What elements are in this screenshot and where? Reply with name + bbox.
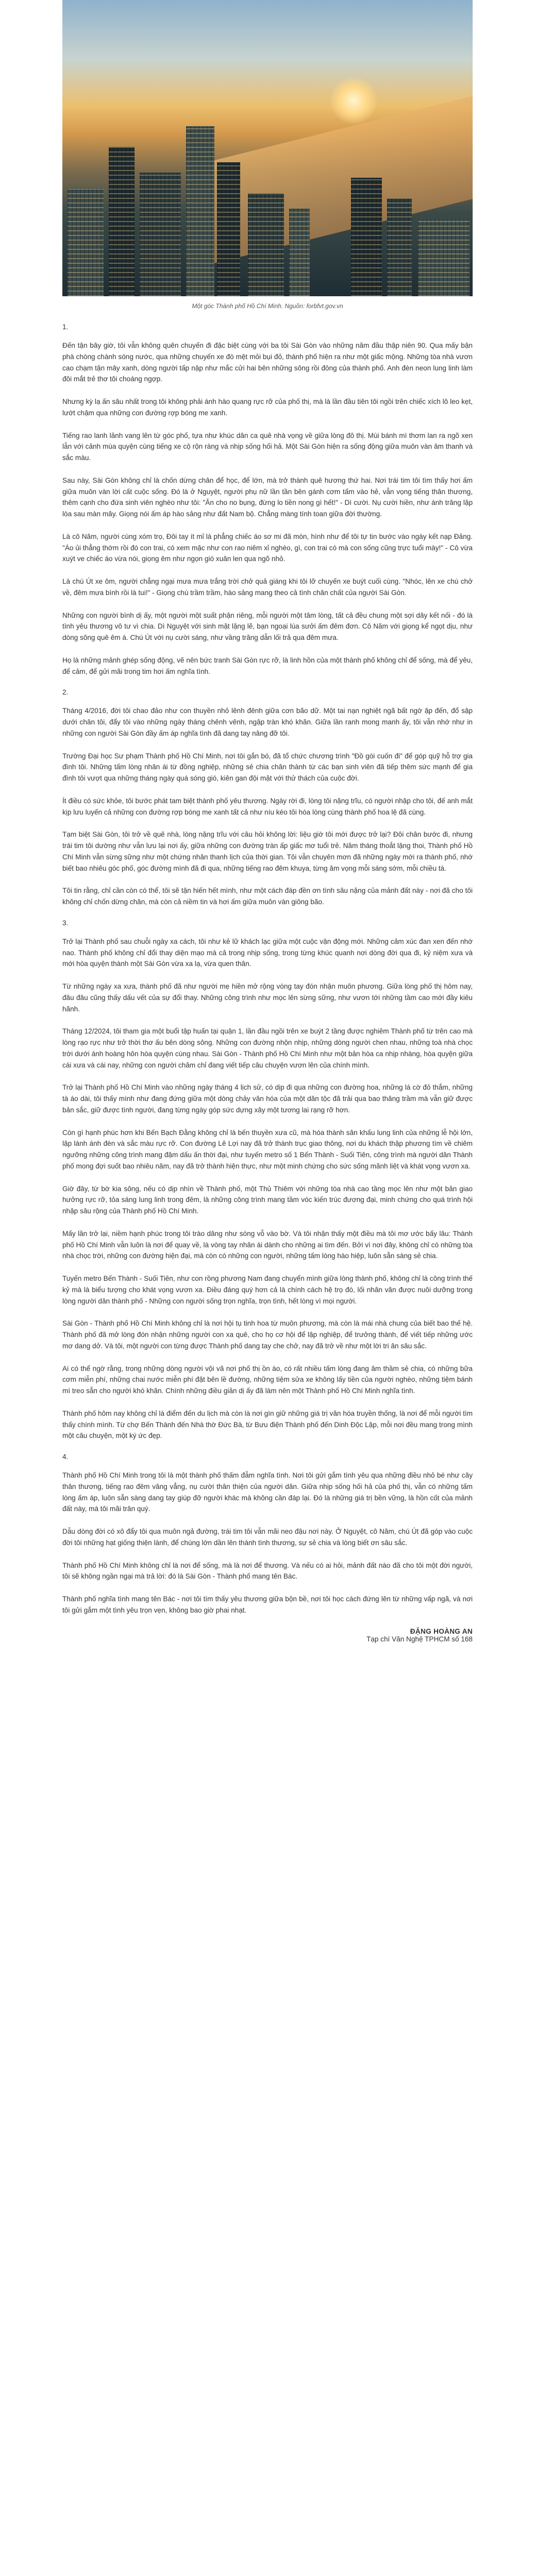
section-number: 4. [62,1453,69,1461]
paragraph: Thành phố Hồ Chí Minh không chỉ là nơi để sống, mà là nơi để thương. Và nếu có ai hỏi, mảnh đất nào đã cho tôi một đời người, tôi sẽ không ngần ngại mà trả lời: đó là Sài Gòn - Thành phố mang tên Bác. [62,1561,473,1581]
paragraph: Tôi tin rằng, chỉ cần còn có thể, tôi sẽ tận hiến hết mình, như một cách đáp đền ơn tình sâu nặng của mảnh đất này - nơi đã cho tôi không chỉ chốn dừng chân, mà còn cả niềm tin và hơi ấm giữa muôn vàn giông bão. [62,887,473,906]
paragraph: Trở lại Thành phố Hồ Chí Minh vào những ngày tháng 4 lịch sử, có dịp đi qua những con đường hoa, những lá cờ đỏ thắm, những tà áo dài, tôi thấy mình như đang đứng giữa một dòng chảy văn hóa của một dân tộc đã trải qua bao thăng trầm mà vẫn giữ được bản sắc, giữ được tình người, đang từng ngày góp sức dựng xây một tương lai rạng rỡ hơn. [62,1083,473,1114]
paragraph: Tháng 4/2016, đời tôi chao đảo như con thuyền nhỏ lênh đênh giữa cơn bão dữ. Một tai nạn nghiệt ngã bất ngờ ập đến, đổ sập dưới chân tôi, đẩy tôi vào những ngày tháng chênh vênh, ngập tràn khó khăn. Giữa lần ranh mong manh ấy, tôi vẫn nhớ như in những con người Sài Gòn đầy ấm áp nghĩa tình đã dang tay nâng đỡ tôi. [62,707,473,737]
paragraph: Ít điều có sức khỏe, tôi bước phát tam biệt thành phố yêu thương. Ngày rời đi, lòng tôi nặng trĩu, có người nhập cho tôi, đế anh mắt kịp lưu luyến cả những con đường rợp bóng me xanh tất cả như níu kéo tôi hòa lòng cùng thành phố hoa lệ đã cùng. [62,796,473,816]
section-number: 2. [62,688,69,697]
author-affiliation: Tạp chí Văn Nghệ TPHCM số 168 [366,1635,473,1643]
paragraph: Từ những ngày xa xưa, thành phố đã như người mẹ hiền mở rộng vòng tay đón nhận muôn phương. Giữa lòng phố thị hôm nay, đâu đâu cũng thấy dấu vết của sự đổi thay. Những công trình như mọc lên sừng sững, như vươn tới những tầm cao mới đầy kiêu hãnh. [62,982,473,1013]
paragraph: Sau này, Sài Gòn không chỉ là chốn dừng chân để học, để lớn, mà trở thành quê hương thứ hai. Nơi trái tim tôi tìm thấy hơi ấm giữa muôn vàn lời cất cuộc sống. Đó là ở Nguyệt, người phụ nữ lần tần bên gánh cơm tấm vào hẻ, vẫn vọng tiếng thân thương, thêm cạnh cho đứa sinh viên nghèo như tôi: "Ăn cho no bụng, đừng lo tiền nong gì hết!" - Dì cười. Nụ cười hiền, như ánh trăng lặp lòa sau màn mây. Giọng nói ấm áp hào sảng như đất Nam bộ. Chẳng màng tính toan giữa đời thường. [62,476,473,518]
paragraph: Nhưng kỳ lạ ấn sâu nhất trong tôi không phải ánh hào quang rực rỡ của phố thị, mà là lần đầu tiên tôi ngồi trên chiếc xích lô leo kẹt, lướt chậm qua những con đường rợp bóng me xanh. [62,398,473,417]
paragraph: Họ là những mảnh ghép sống động, vẽ nên bức tranh Sài Gòn rực rỡ, là linh hồn của một thành phố không chỉ để sống, mà để yêu, để cảm, để gửi mãi trong tim hơi ấm nghĩa tình. [62,656,473,675]
paragraph: Là cô Năm, người cùng xóm trọ, Đôi tay ít mỉ là phẳng chiếc áo sơ mi đã mòn, hình như để tôi tự tin bước vào ngày kết nạp Đảng. "Áo ủi thẳng thớm rồi đó con trai, có xem mặc như con rao niêm xỉ nghèo, gì, con trai có mà con sống cũng trực tuổi mày!" - Cô vừa xuýt ve chiếc áo vừa nói, giọng êm như ngọn gió xuân len qua ngõ nhỏ. [62,532,473,563]
section-number: 3. [62,919,69,927]
author-signature [62,1628,473,1643]
paragraph: Những con người bình dị ấy, một người một suất phận riêng, mỗi người một tâm lòng, tất cả đều chung một sợi dây kết nối - đó là tình yêu thương vô tư vì chia. Dì Nguyệt với sinh mặt lặng lẽ, bạn ngoại lúa sưởi ấm đêm đơn. Cô Năm với giọng kể ngọt dịu, như dòng sông quê êm á. Chú Út với nụ cười sáng, như vầng trăng dẫn lối trả qua đêm mưa. [62,611,473,641]
author-name: ĐẶNG HOÀNG AN [410,1627,473,1635]
paragraph: Thành phố Hồ Chí Minh trong tôi là một thành phố thấm đẫm nghĩa tình. Nơi tôi gửi gắm tình yêu qua những điều nhỏ bé như cây thân thương, tiếng rao đêm văng vẳng, nụ cười thân thiện của người dân. Giữa nhịp sống hối hả của phố thị, vẫn có những tấm lòng ấm áp, luôn sẵn sàng dang tay giúp đỡ người khác mà không cần đáp lại. Đó là những giá trị bền vững, là hồn cốt của mảnh đất này, mà tôi mãi trân quý. [62,1471,473,1513]
paragraph: Sài Gòn - Thành phố Hồ Chí Minh không chỉ là nơi hội tụ tinh hoa từ muôn phương, mà còn là mái nhà chung của biết bao thế hệ. Thành phố đã mở lòng đón nhận những người con xa quê, cho họ cơ hội để lập nghiệp, để trưởng thành, để viết tiếp những ước mơ dang dở. Và tôi, một người con từng được Thành phố dang tay che chở, nay đã trở về như một lời tri ân sâu sắc. [62,1319,473,1350]
paragraph: Ai có thể ngờ rằng, trong những dòng người vội vã nơi phố thị ồn ào, có rất nhiều tấm lòng đang âm thầm sẻ chia, có những bữa cơm miễn phí, những chai nước miễn phí đặt bên lề đường, những tiệm sửa xe không lấy tiền của người nghèo, những tiệm bánh mì treo sẵn cho người khó khăn. Chính những điều giản dị ấy đã làm nên một Thành phố Hồ Chí Minh nghĩa tình. [62,1364,473,1395]
paragraph: Là chú Út xe ôm, người chẳng ngại mưa mưa trắng trời chở quả giáng khi tôi lỡ chuyến xe buýt cuối cùng. "Nhóc, lên xe chú chở về, đêm mưa bình rồi là tui!" - Giọng chú trầm trầm, hào sảng mang theo cả tình chân chất của người Sài Gòn. [62,578,473,597]
paragraph: Trường Đại học Sư phạm Thành phố Hồ Chí Minh, nơi tôi gắn bó, đã tổ chức chương trình "Đồ gói cuốn đi" để góp quỹ hỗ trợ gia đình tôi. Những tấm lòng nhân ái từ đồng nghiệp, những sẻ chia chân thành từ các bạn sinh viên đã tiếp thêm sức mạnh để gia đình tôi vượt qua những tháng ngày quá sóng gió, kiên gan đội mặt với thử thách của cuộc đời. [62,752,473,782]
paragraph: Giờ đây, từ bờ kia sông, nếu có dịp nhìn về Thành phố, một Thủ Thiêm với những tòa nhà cao tầng mọc lên như một bản giao hưởng rực rỡ, tỏa sáng lung linh trong đêm, là những công trình mang tầm vóc kiến trúc đương đại, minh chứng cho quá trình hội nhập sâu rộng của Thành phố Hồ Chí Minh. [62,1184,473,1215]
paragraph: Tháng 12/2024, tôi tham gia một buổi tập huấn tại quận 1, lần đầu ngồi trên xe buýt 2 tầng được nghiêm Thành phố từ trên cao mà lòng rạo rực như trở thời thơ ấu bên dòng sông. Những con đường nhộn nhịp, những dòng người chen nhau, những toà nhà chọc trời dưới ánh hoàng hôn hòa quyện cùng nhau. Sài Gòn - Thành phố Hồ Chí Minh như một bản hòa ca nhịp nhàng, hòa quyện giữa cái xưa và cái nay, những con người chăm chỉ đang viết tiếp câu chuyện vươn lên của chính mình. [62,1027,473,1069]
article-body [62,323,473,1616]
paragraph: Thành phố nghĩa tình mang tên Bác - nơi tôi tìm thấy yêu thương giữa bộn bề, nơi tôi học cách đứng lên từ những vấp ngã, và nơi tôi gửi gắm một tình yêu trọn vẹn, không bao giờ phai nhạt. [62,1595,473,1614]
paragraph: Còn gì hạnh phúc hơn khi Bến Bạch Đằng không chỉ là bến thuyền xưa cũ, mà hóa thành sân khấu lung linh của những lễ hội lớn, lập lánh ánh đèn và sắc màu rực rỡ. Con đường Lê Lợi nay đã trở thành trục giao thông, nơi du khách thập phương tìm về chiêm ngưỡng những công trình mang đậm dấu ấn thời đại, như tuyến metro số 1 Bến Thành - Suối Tiên, công trình mà người dân Thành phố mong đợi suốt bao nhiêu năm, nay đã trở thành hiện thực, như một minh chứng cho sức sống mãnh liệt và khát vọng vươn xa. [62,1128,473,1170]
paragraph: Tiếng rao lanh lảnh vang lên từ góc phố, tựa như khúc dân ca quê nhà vọng về giữa lòng đô thị. Mùi bánh mì thơm lan ra ngõ xen lẫn với cảnh mùa quyện cùng tiếng xe cộ rộn ràng và nhịp sống hối hả. Một Sài Gòn hiện ra sống động giữa muôn vàn âm thanh và sắc màu. [62,431,473,462]
paragraph: Đến tận bây giờ, tôi vẫn không quên chuyến đi đặc biệt cùng với ba tôi Sài Gòn vào những năm đầu thập niên 90. Qua mấy bận phà chòng chành sóng nước, qua những chuyến xe đò mệt mỏi bụi đỏ, thành phố hiện ra như một giấc mộng. Những tòa nhà vươn cao chạm tận mây xanh, dòng người tấp nập như mắc cửi hai bên những sông rồi đông của thành phố. Anh đèn neon lung linh làm đôi mắt trẻ thơ tôi choáng ngợp. [62,342,473,383]
paragraph: Dẫu dòng đời có xô đẩy tôi qua muôn ngả đường, trái tim tôi vẫn mãi neo đậu nơi này. Ở Nguyệt, cô Năm, chú Út đã góp vào cuộc đời tôi những hạt giống thiện lành, để chúng lớn dần lên thành tình thương, sự sẻ chia và lòng biết ơn sâu sắc. [62,1528,473,1547]
paragraph: Tạm biệt Sài Gòn, tôi trở về quê nhà, lòng nặng trĩu với câu hỏi không lời: liệu giờ tôi mới được trở lại? Đôi chân bước đi, nhưng trái tim tôi dường như vẫn lưu lại nơi ấy, giữa những con đường tràn ấp giấc mơ tuổi trẻ. Năm tháng thoắt lặng thoi, Thành phố Hồ Chí Minh vẫn sừng sững như một chứng nhân thanh lịch của thời gian. Tôi vẫn chuyên mơn đã những ngày mới ra thành phố, nhớ biết bao nhiêu góc phố, góc đường mình đã đi qua, những tiếng rao đêm khuya, từng âm vọng mỗi sáng sớm, mỗi chiều tà. [62,831,473,872]
section-number: 1. [62,323,69,331]
image-caption: Một góc Thành phố Hồ Chí Minh. Nguồn: forbfvt.gov.vn [192,302,343,310]
paragraph: Thành phố hôm nay không chỉ là điểm đến du lịch mà còn là nơi gìn giữ những giá trị văn hóa truyền thống, là nơi để mỗi người tìm thấy chính mình. Từ chợ Bến Thành đến Nhà thờ Đức Bà, từ Bưu điện Thành phố đến Dinh Độc Lập, mỗi nơi đều mang trong mình một câu chuyện, một ký ức đẹp. [62,1409,473,1440]
article [62,0,473,1643]
paragraph: Mấy lần trở lại, niềm hạnh phúc trong tôi trào dâng như sóng vỗ vào bờ. Và tôi nhận thấy một điều mà tôi mơ ước bấy lâu: Thành phố Hồ Chí Minh vẫn luôn là nơi để quay về, là vòng tay nhân ái dành cho những ai tìm đến. Bởi vì nơi đây, không chỉ có những tòa nhà chọc trời, những con đường hiện đại, mà còn có những con người, những tấm lòng hào hiệp, luôn sẵn sàng sẻ chia. [62,1229,473,1260]
paragraph: Trở lại Thành phố sau chuỗi ngày xa cách, tôi như kẻ lữ khách lạc giữa một cuộc vận động mới. Những cảm xúc đan xen đến nhớ nao. Thành phố không chỉ đổi thay diện mạo mà cả trong nhịp sống, trong từng khúc quanh nơi dòng đời qua đi, kỷ niệm xưa và mới hòa quyện thành một Sài Gòn vừa xa lạ, vừa quen thân. [62,937,473,968]
hero-image [62,0,473,296]
paragraph: Tuyến metro Bến Thành - Suối Tiên, như con rồng phương Nam đang chuyển mình giữa lòng thành phố, không chỉ là công trình thế kỷ mà là biểu tượng cho khát vọng vươn xa. Điều đáng quý hơn cả là chính cách hệ trọ đó, lối nhân văn được nuôi dưỡng trong lòng người dân thành phố - Những con người sống trọn nghĩa, trọn tình, hết lòng vì mọi người. [62,1275,473,1305]
